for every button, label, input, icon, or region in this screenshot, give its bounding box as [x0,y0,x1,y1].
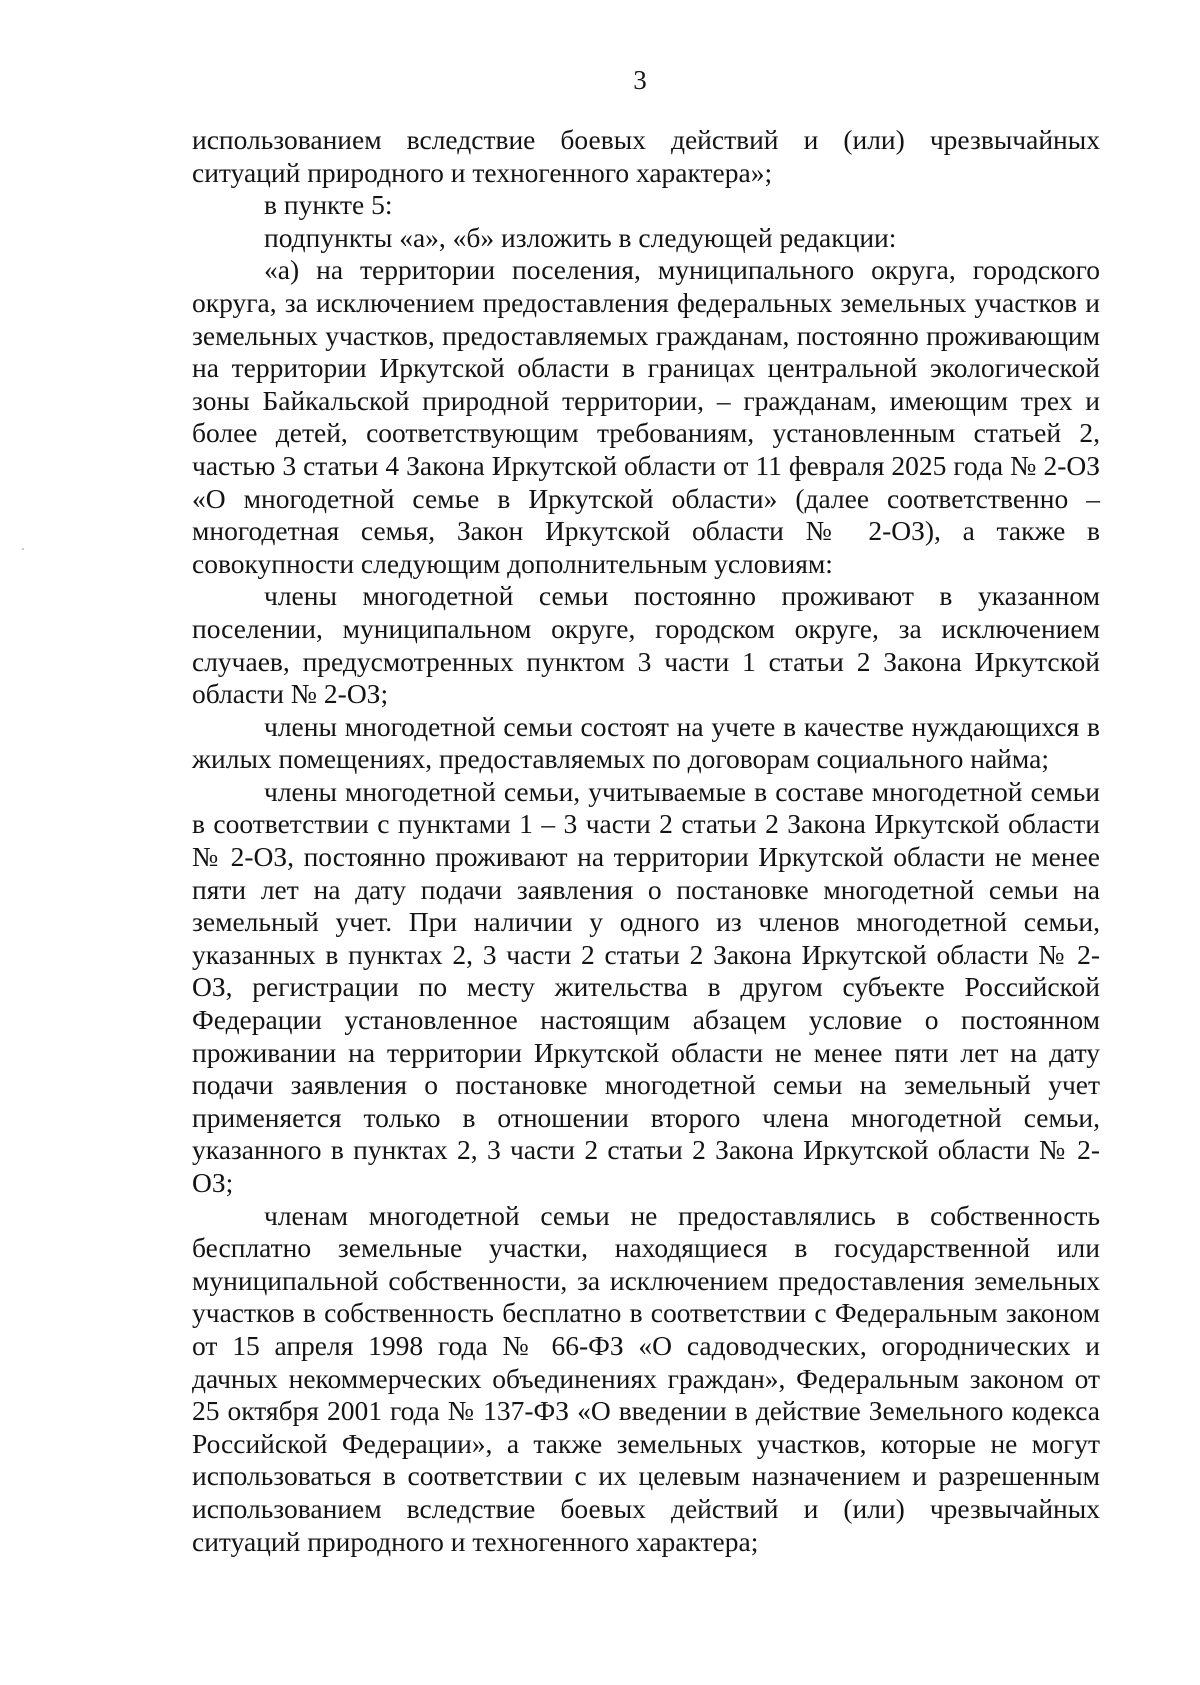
scan-speck [22,548,24,550]
document-body [192,124,1100,1558]
paragraph-condition-five-years: члены многодетной семьи, учитываемые в составе многодетной семьи в соответствии с пунктами 1 – 3 части 2 статьи 2 Закона Иркутской области № 2-ОЗ, постоянно проживают на территории Иркутской области не менее пяти лет на дату подачи заявления о постановке многодетной семьи на земельный учет. При наличии у одного из членов многодетной семьи, указанных в пунктах 2, 3 части 2 статьи 2 Закона Иркутской области № 2-ОЗ, регистрации по месту жительства в другом субъекте Российской Федерации установленное настоящим абзацем условие о постоянном проживании на территории Иркутской области не менее пяти лет на дату подачи заявления о постановке многодетной семьи на земельный учет применяется только в отношении второго члена многодетной семьи, указанного в пунктах 2, 3 части 2 статьи 2 Закона Иркутской области № 2-ОЗ; [192,775,1100,1198]
paragraph-condition-residence: члены многодетной семьи постоянно проживают в указанном поселении, муниципальном округе, городском округе, за исключением случаев, предусмотренных пунктом 3 части 1 статьи 2 Закона Иркутской области № 2-ОЗ; [192,580,1100,710]
paragraph-point-5: в пункте 5: [264,189,393,221]
paragraph-condition-housing-register: члены многодетной семьи состоят на учете в качестве нуждающихся в жилых помещениях, предоставляемых по договорам социального найма; [192,710,1100,775]
paragraph-continuation: использованием вследствие боевых действий и (или) чрезвычайных ситуаций природного и техногенного характера»; [192,124,1100,188]
paragraph-subpoint-a: «а) на территории поселения, муниципального округа, городского округа, за исключением предоставления федеральных земельных участков и земельных участков, предоставляемых гражданам, постоянно проживающим на территории Иркутской области в границах центральной экологической зоны Байкальской природной территории, – гражданам, имеющим трех и более детей, соответствующим требованиям, установленным статьей 2, частью 3 статьи 4 Закона Иркутской области от 11 февраля 2025 года № 2-ОЗ «О многодетной семье в Иркутской области» (далее соответственно – многодетная семья, Закон Иркутской области № 2-ОЗ), а также в совокупности следующим дополнительным условиям: [192,254,1100,579]
paragraph-subpoints-intro: подпункты «а», «б» изложить в следующей редакции: [264,221,897,253]
page-number: 3 [633,65,647,95]
paragraph-condition-no-land: членам многодетной семьи не предоставлялись в собственность бесплатно земельные участки, находящиеся в государственной или муниципальной собственности, за исключением предоставления земельных участков в собственность бесплатно в соответствии с Федеральным законом от 15 апреля 1998 года № 66-ФЗ «О садоводческих, огороднических и дачных некоммерческих объединениях граждан», Федеральным законом от 25 октября 2001 года № 137-ФЗ «О введении в действие Земельного кодекса Российской Федерации», а также земельных участков, которые не могут использоваться в соответствии с их целевым назначением и разрешенным использованием вследствие боевых действий и (или) чрезвычайных ситуаций природного и техногенного характера; [192,1199,1100,1557]
